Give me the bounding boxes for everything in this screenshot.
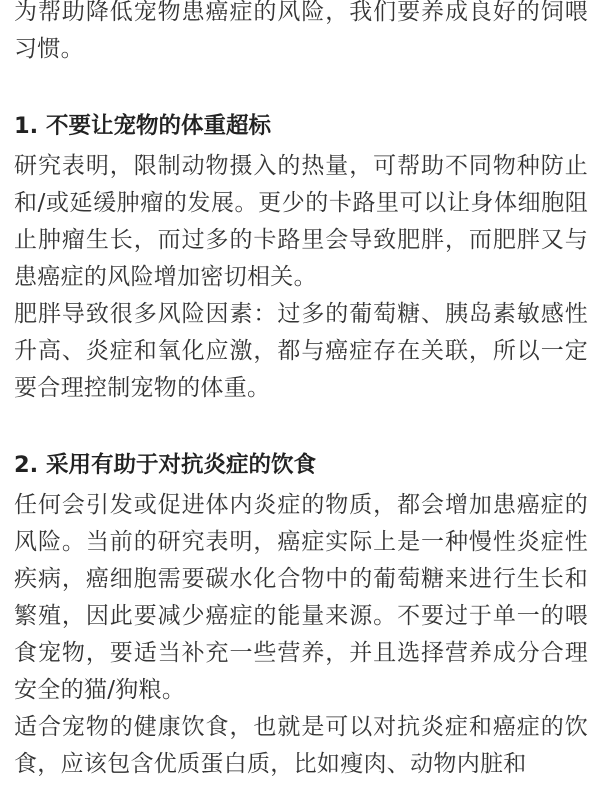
section-gap	[14, 68, 588, 108]
section-2-heading: 2. 采用有助于对抗炎症的饮食	[14, 452, 317, 478]
section-2-paragraph-2: 适合宠物的健康饮食，也就是可以对抗炎症和癌症的饮食，应该包含优质蛋白质，比如瘦肉、动物内脏和	[14, 714, 588, 777]
section-1-paragraph-1: 研究表明，限制动物摄入的热量，可帮助不同物种防止和/或延缓肿瘤的发展。更少的卡路里可以让身体细胞阻止肿瘤生长，而过多的卡路里会导致肥胖，而肥胖又与患癌症的风险增加密切相关。	[14, 153, 588, 290]
section-1-heading: 1. 不要让宠物的体重超标	[14, 113, 272, 139]
article-body	[14, 0, 588, 783]
section-2-paragraph-1: 任何会引发或促进体内炎症的物质，都会增加患癌症的风险。当前的研究表明，癌症实际上是一种慢性炎症性疾病，癌细胞需要碳水化合物中的葡萄糖来进行生长和繁殖，因此要减少癌症的能量来源。不要过于单一的喂食宠物，要适当补充一些营养，并且选择营养成分合理安全的猫/狗粮。	[14, 492, 588, 703]
section-gap	[14, 407, 588, 447]
intro-paragraph: 为帮助降低宠物患癌症的风险，我们要养成良好的饲喂习惯。	[14, 0, 588, 62]
section-1-paragraph-2: 肥胖导致很多风险因素：过多的葡萄糖、胰岛素敏感性升高、炎症和氧化应激，都与癌症存在关联，所以一定要合理控制宠物的体重。	[14, 301, 588, 401]
